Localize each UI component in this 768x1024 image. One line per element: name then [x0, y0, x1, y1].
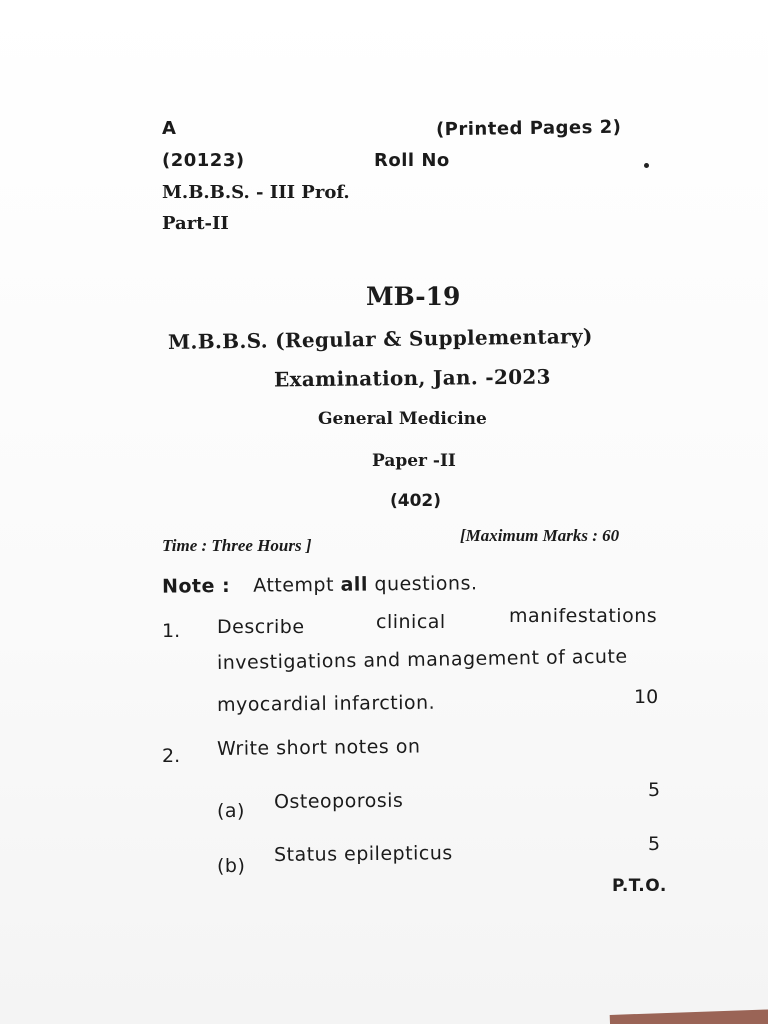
- question-1-word-1: Describe: [217, 616, 305, 638]
- printed-pages: (Printed Pages 2): [435, 116, 622, 141]
- set-label: A: [162, 118, 177, 139]
- question-2b-text: Status epilepticus: [273, 842, 453, 866]
- question-1-line-2: investigations and management of acute: [216, 645, 628, 674]
- paper-number: Paper -II: [372, 451, 456, 471]
- question-2-text: Write short notes on: [216, 735, 421, 760]
- max-marks-label: [Maximum Marks : 60: [460, 526, 620, 545]
- subject-name: General Medicine: [318, 409, 487, 429]
- note-label: Note :: [161, 574, 231, 598]
- note-prefix: Attempt: [253, 573, 341, 597]
- question-2-number: 2.: [162, 745, 181, 767]
- exam-title-line1: M.B.B.S. (Regular & Supplementary): [167, 324, 593, 354]
- question-2a-text: Osteoporosis: [273, 789, 404, 813]
- pto-label: P.T.O.: [612, 876, 667, 896]
- note-emphasis: all: [340, 573, 369, 596]
- question-1-word-2: clinical: [376, 611, 446, 633]
- question-2b-label: (b): [217, 855, 246, 877]
- exam-title-line2: Examination, Jan. -2023: [273, 364, 551, 392]
- note-suffix: questions.: [367, 572, 478, 596]
- roll-no-label: Roll No: [374, 150, 450, 171]
- question-1-word-3: manifestations: [509, 605, 658, 627]
- table-edge: [610, 1009, 768, 1024]
- question-1-marks: 10: [634, 686, 659, 708]
- code-number: (20123): [162, 150, 245, 171]
- question-2a-marks: 5: [648, 779, 661, 801]
- note-line: [162, 572, 478, 597]
- part-label: Part-II: [162, 213, 229, 234]
- subject-code: (402): [390, 491, 442, 511]
- time-label: Time : Three Hours ]: [162, 536, 312, 555]
- question-2b-marks: 5: [648, 833, 661, 855]
- question-2a-label: (a): [217, 800, 245, 822]
- roll-no-dot: [644, 163, 649, 168]
- question-1-number: 1.: [162, 620, 181, 642]
- question-1-line-3: myocardial infarction.: [216, 691, 436, 716]
- course-label: M.B.B.S. - III Prof.: [162, 182, 350, 203]
- paper-code: MB-19: [366, 282, 461, 311]
